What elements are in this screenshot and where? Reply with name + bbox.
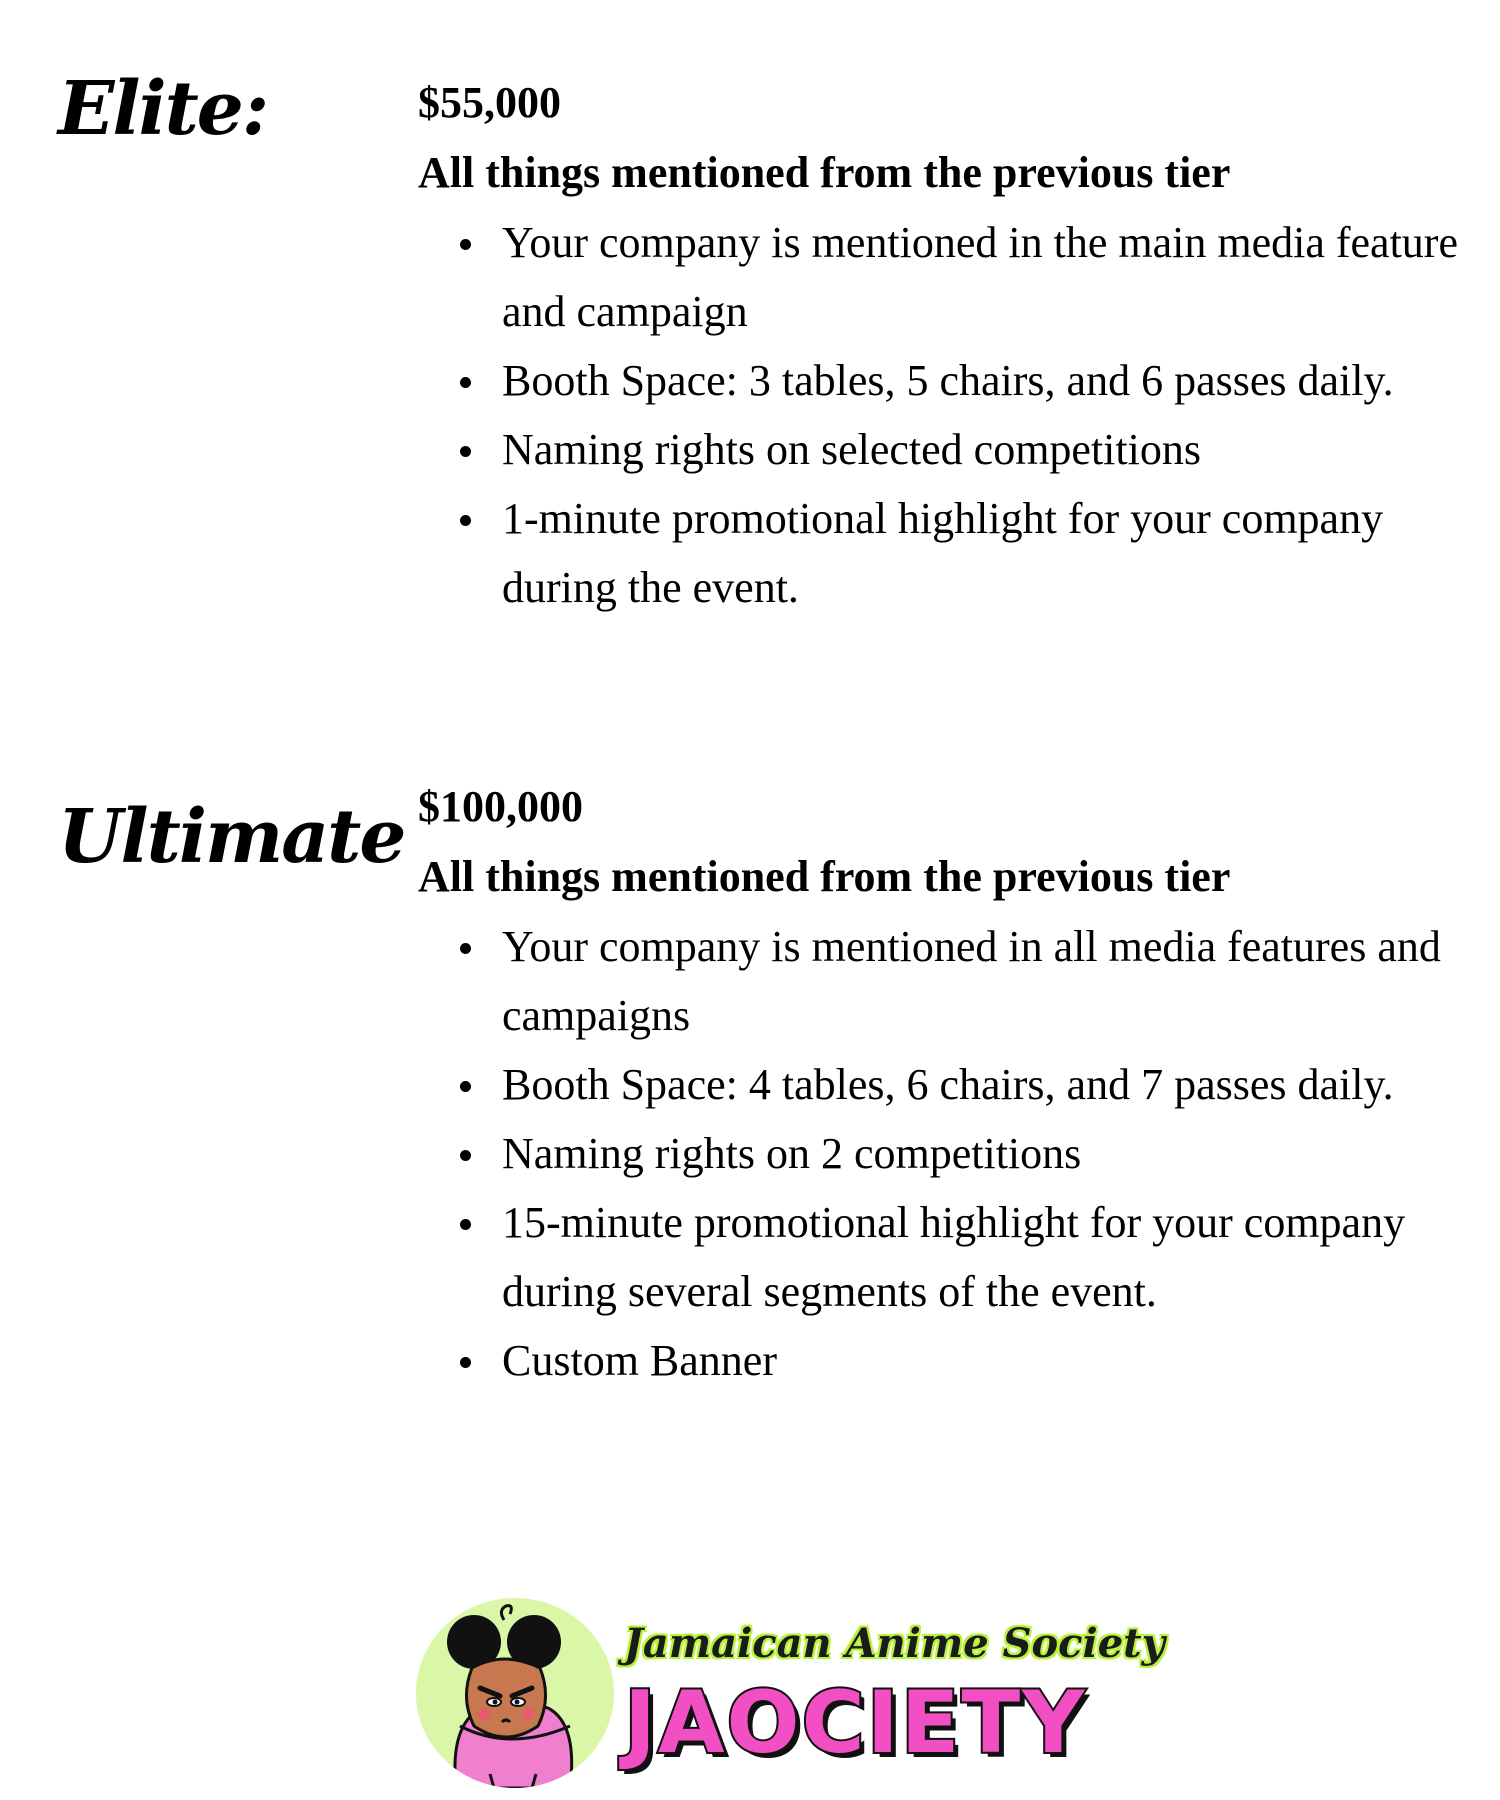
ultimate-benefits-list: [418, 912, 1488, 1395]
benefit-item: 15-minute promotional highlight for your company during several segments of the event.: [502, 1188, 1488, 1326]
mascot-icon: [416, 1598, 614, 1788]
elite-price: $55,000: [418, 78, 561, 127]
elite-tier-details: [418, 68, 1488, 622]
benefit-item: Naming rights on 2 competitions: [502, 1119, 1488, 1188]
benefit-item: Booth Space: 4 tables, 6 chairs, and 7 passes daily.: [502, 1050, 1488, 1119]
elite-tier-name: Elite:: [58, 66, 268, 152]
benefit-item: Your company is mentioned in all media features and campaigns: [502, 912, 1488, 1050]
ultimate-subtitle: All things mentioned from the previous tier: [418, 852, 1231, 901]
jaociety-logo: [416, 1598, 1165, 1788]
ultimate-price: $100,000: [418, 782, 583, 831]
benefit-item: Custom Banner: [502, 1326, 1488, 1395]
benefit-item: Naming rights on selected competitions: [502, 415, 1488, 484]
ultimate-tier-details: [418, 772, 1488, 1395]
elite-benefits-list: [418, 208, 1488, 622]
ultimate-tier-name: Ultimate: [58, 794, 405, 880]
logo-wordmark: JAOCIETY: [624, 1673, 1087, 1773]
benefit-item: 1-minute promotional highlight for your company during the event.: [502, 484, 1488, 622]
benefit-item: Booth Space: 3 tables, 5 chairs, and 6 passes daily.: [502, 346, 1488, 415]
elite-subtitle: All things mentioned from the previous tier: [418, 148, 1231, 197]
benefit-item: Your company is mentioned in the main media feature and campaign: [502, 208, 1488, 346]
logo-tagline: Jamaican Anime Society: [624, 1620, 1165, 1667]
